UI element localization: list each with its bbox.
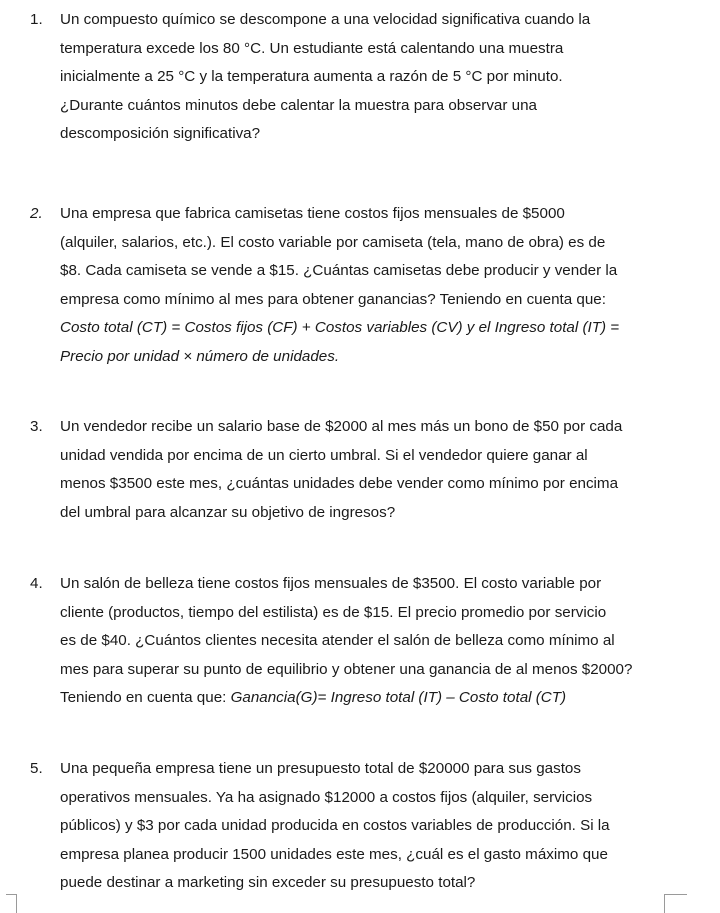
- text-line: (alquiler, salarios, etc.). El costo variable por camiseta (tela, mano de obra) es de: [60, 233, 606, 251]
- problem-4: [30, 570, 695, 713]
- text-line: públicos) y $3 por cada unidad producida en costos variables de producción. Si la: [60, 817, 610, 834]
- text-line: Un salón de belleza tiene costos fijos mensuales de $3500. El costo variable por: [60, 575, 602, 592]
- text-line: empresa como mínimo al mes para obtener ganancias? Teniendo en cuenta que:: [60, 290, 606, 308]
- text-line: inicialmente a 25 °C y la temperatura aumenta a razón de 5 °C por minuto.: [60, 68, 563, 85]
- problem-1: [30, 6, 695, 149]
- problem-number: 5.: [30, 760, 43, 777]
- text-line: $8. Cada camiseta se vende a $15. ¿Cuántas camisetas debe producir y vender la: [60, 262, 618, 279]
- text-line: Un vendedor recibe un salario base de $2000 al mes más un bono de $50 por cada: [60, 418, 623, 435]
- text-line: puede destinar a marketing sin exceder su presupuesto total?: [60, 874, 476, 891]
- problem-5: [30, 755, 695, 898]
- problem-number: 3.: [30, 418, 43, 435]
- text-line: Una empresa que fabrica camisetas tiene costos fijos mensuales de $5000: [60, 205, 565, 222]
- text-line: Una pequeña empresa tiene un presupuesto total de $20000 para sus gastos: [60, 760, 581, 777]
- text-line: operativos mensuales. Ya ha asignado $12000 a costos fijos (alquiler, servicios: [60, 788, 593, 806]
- text-line: empresa planea producir 1500 unidades este mes, ¿cuál es el gasto máximo que: [60, 845, 608, 863]
- text-line: del umbral para alcanzar su objetivo de ingresos?: [60, 503, 396, 521]
- problem-number: 2.: [30, 205, 43, 222]
- text-line: unidad vendida por encima de un cierto umbral. Si el vendedor quiere ganar al: [60, 446, 588, 464]
- text-line: [60, 684, 695, 713]
- page-corner-mark-left: [6, 894, 17, 913]
- problem-number: 4.: [30, 575, 43, 592]
- formula-line: Precio por unidad × número de unidades.: [60, 347, 340, 365]
- text-line: menos $3500 este mes, ¿cuántas unidades debe vender como mínimo por encima: [60, 475, 619, 492]
- problem-text: [60, 6, 695, 149]
- page-corner-mark-right: [664, 894, 687, 913]
- text-line: Un compuesto químico se descompone a una velocidad significativa cuando la: [60, 11, 591, 28]
- problem-text: [60, 755, 695, 898]
- text-line: temperatura excede los 80 °C. Un estudiante está calentando una muestra: [60, 39, 564, 57]
- formula-line: Costo total (CT) = Costos fijos (CF) + Costos variables (CV) y el Ingreso total (IT) =: [60, 319, 620, 336]
- problem-number: 1.: [30, 11, 43, 28]
- text-line: cliente (productos, tiempo del estilista) es de $15. El precio promedio por servicio: [60, 603, 607, 621]
- problem-text: [60, 413, 695, 527]
- formula-text: Ganancia(G)= Ingreso total (IT) – Costo total (CT): [230, 689, 567, 706]
- problem-3: [30, 413, 695, 527]
- problem-2: [30, 200, 695, 371]
- text-line: mes para superar su punto de equilibrio y obtener una ganancia de al menos $2000?: [60, 660, 633, 678]
- text-line: es de $40. ¿Cuántos clientes necesita atender el salón de belleza como mínimo al: [60, 632, 615, 649]
- text-line: descomposición significativa?: [60, 125, 261, 142]
- text-line: ¿Durante cuántos minutos debe calentar la muestra para observar una: [60, 96, 537, 114]
- problem-text: [60, 200, 695, 371]
- problem-text: [60, 570, 695, 713]
- text-prefix: Teniendo en cuenta que:: [60, 689, 231, 706]
